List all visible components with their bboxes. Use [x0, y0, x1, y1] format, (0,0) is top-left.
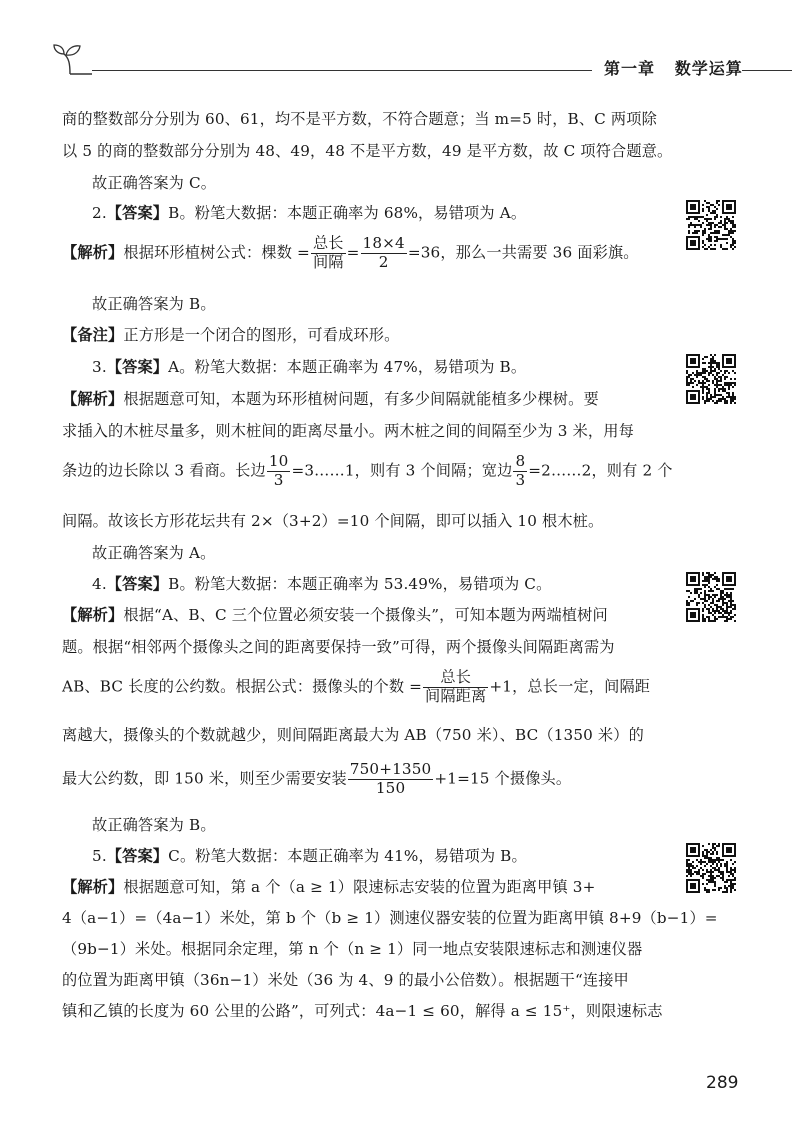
answer-stats: 。粉笔大数据：本题正确率为 41%，易错项为 B。: [179, 847, 527, 865]
text-segment: AB、BC 长度的公约数。根据公式：摄像头的个数 =: [62, 677, 423, 696]
answer-line-q5: [92, 845, 527, 866]
text-segment: =3……1，则有 3 个间隔；宽边: [291, 461, 513, 480]
answer-stats: 。粉笔大数据：本题正确率为 53.49%，易错项为 C。: [179, 575, 552, 593]
chapter-title: [604, 56, 743, 79]
fraction: [267, 454, 291, 489]
analysis-line: [62, 388, 599, 409]
fraction: [423, 670, 488, 705]
text-segment: +1=15 个摄像头。: [434, 769, 572, 788]
answer-tag: 【答案】: [106, 847, 169, 865]
text-segment: =2……2，则有 2 个: [528, 461, 673, 480]
text-segment: 最大公约数，即 150 米，则至少需要安装: [62, 769, 347, 788]
text-line: 故正确答案为 B。: [92, 295, 216, 313]
chapter-number: 第一章: [604, 59, 656, 78]
fraction-denominator: 间隔距离: [425, 686, 487, 705]
analysis-tag: 【解析】: [62, 243, 124, 262]
question-number: 5.: [92, 847, 107, 865]
text-line: 故正确答案为 B。: [92, 816, 216, 834]
text-line: 故正确答案为 A。: [92, 544, 216, 562]
qr-code[interactable]: [686, 843, 736, 893]
text-segment: 根据“A、B、C 三个位置必须安装一个摄像头”，可知本题为两端植树问: [123, 606, 608, 624]
answer-value: A: [168, 358, 180, 376]
fraction: [311, 236, 346, 271]
text-line: 以 5 的商的整数部分分别为 48、49，48 不是平方数，49 是平方数，故 C 项符合题意。: [62, 142, 673, 160]
text-segment: +1，总长一定，间隔距: [489, 677, 651, 696]
text-segment: =36，那么一共需要 36 面彩旗。: [407, 243, 639, 262]
answer-value: B: [168, 575, 180, 593]
fraction: [348, 762, 434, 797]
answer-line-q3: [92, 356, 526, 377]
text-line-with-fractions: [62, 454, 673, 489]
question-number: 2.: [92, 204, 107, 222]
analysis-line: 【解析】根据环形植树公式：棵数 = $\frac{\text{总长}}{\text{间隔}}$ = $\frac{18\times 4}{2}$ =36，那么一共需要 36 面彩旗。: [62, 234, 639, 271]
text-line: 镇和乙镇的长度为 60 公里的公路”，可列式：4a−1 ≤ 60，解得 a ≤ 15⁺，则限速标志: [62, 1002, 663, 1020]
answer-tag: 【答案】: [106, 575, 169, 593]
fraction-numerator: 总长: [423, 670, 488, 688]
text-segment: 根据题意可知，本题为环形植树问题，有多少间隔就能植多少棵树。要: [123, 390, 599, 408]
fraction-numerator: 总长: [312, 234, 344, 252]
text-line: 间隔。故该长方形花坛共有 2×（3+2）=10 个间隔，即可以插入 10 根木桩。: [62, 512, 604, 530]
note-tag: 【备注】: [62, 326, 124, 344]
answer-value: C: [168, 847, 180, 865]
question-number: 3.: [92, 358, 107, 376]
fraction-denominator: 3: [515, 470, 526, 489]
sprout-icon: [52, 42, 92, 76]
fraction-numerator: 10: [268, 452, 289, 470]
fraction: [361, 236, 407, 271]
text-segment: 正方形是一个闭合的图形，可看成环形。: [123, 326, 400, 344]
text-line: 求插入的木桩尽量多，则木桩间的距离尽量小。两木桩之间的间隔至少为 3 米，用每: [62, 422, 634, 440]
answer-line-q4: [92, 573, 551, 594]
analysis-tag: 【解析】: [62, 606, 124, 624]
text-line: 故正确答案为 C。: [92, 174, 217, 192]
fraction-denominator: 3: [273, 470, 284, 489]
answer-tag: 【答案】: [106, 204, 169, 222]
fraction-numerator: 18×4: [362, 234, 405, 252]
header-rule-left: [92, 70, 592, 71]
answer-tag: 【答案】: [106, 358, 169, 376]
text-line: 离越大，摄像头的个数就越少，则间隔距离最大为 AB（750 米）、BC（1350 米）的: [62, 726, 644, 744]
page-number: 289: [706, 1073, 739, 1093]
question-number: 4.: [92, 575, 107, 593]
fraction: [513, 454, 527, 489]
qr-code[interactable]: [686, 354, 736, 404]
text-segment: 条边的边长除以 3 看商。长边: [62, 461, 266, 480]
text-line: 题。根据“相邻两个摄像头之间的距离要保持一致”可得，两个摄像头间隔距离需为: [62, 638, 615, 656]
qr-code[interactable]: [686, 572, 736, 622]
analysis-tag: 【解析】: [62, 878, 124, 896]
qr-code[interactable]: [686, 200, 736, 250]
answer-stats: 。粉笔大数据：本题正确率为 47%，易错项为 B。: [179, 358, 527, 376]
analysis-line: [62, 876, 595, 897]
text-line-with-fraction: [62, 762, 571, 797]
page-header: [52, 40, 792, 80]
fraction-denominator: 间隔: [312, 252, 344, 271]
fraction-denominator: 150: [375, 778, 406, 797]
header-rule-right: [742, 70, 792, 71]
answer-value: B: [168, 204, 180, 222]
chapter-name: 数学运算: [674, 59, 743, 78]
note-line: [62, 324, 399, 345]
text-line: 商的整数部分分别为 60、61，均不是平方数，不符合题意；当 m=5 时，B、C 两项除: [62, 110, 657, 128]
fraction-denominator: 2: [378, 252, 389, 271]
fraction-numerator: 750+1350: [349, 760, 432, 778]
analysis-tag: 【解析】: [62, 390, 124, 408]
text-segment: 根据环形植树公式：棵数 =: [123, 243, 310, 262]
text-segment: 根据题意可知，第 a 个（a ≥ 1）限速标志安装的位置为距离甲镇 3+: [123, 878, 596, 896]
text-line: 4（a−1）=（4a−1）米处，第 b 个（b ≥ 1）测速仪器安装的位置为距离甲镇 8+9（b−1）=: [62, 909, 718, 927]
fraction-numerator: 8: [515, 452, 526, 470]
analysis-line: [62, 604, 608, 625]
answer-line-q2: [92, 202, 526, 223]
answer-stats: 。粉笔大数据：本题正确率为 68%，易错项为 A。: [179, 204, 527, 222]
text-line: 的位置为距离甲镇（36n−1）米处（36 为 4、9 的最小公倍数）。根据题干“连接甲: [62, 971, 629, 989]
text-line-with-fraction: [62, 670, 650, 705]
text-line: （9b−1）米处。根据同余定理，第 n 个（n ≥ 1）同一地点安装限速标志和测速仪器: [62, 940, 643, 958]
